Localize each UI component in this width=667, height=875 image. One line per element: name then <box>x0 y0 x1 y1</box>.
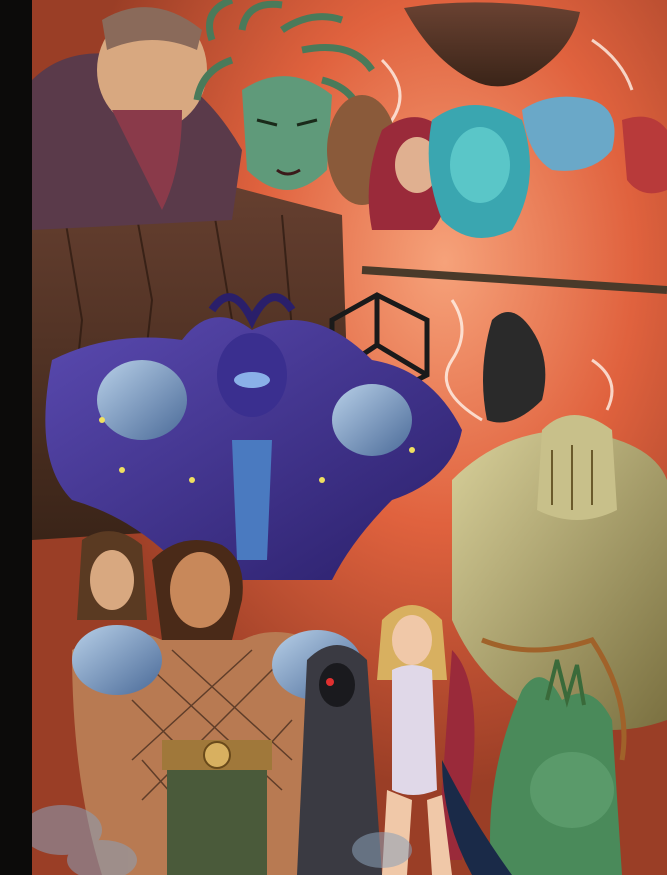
artwork-svg <box>32 0 667 875</box>
red-creature <box>622 117 667 194</box>
teal-spirit-woman <box>429 105 530 238</box>
long-haired-man <box>77 531 147 620</box>
comic-artwork <box>32 0 667 875</box>
page-spine <box>0 0 32 875</box>
